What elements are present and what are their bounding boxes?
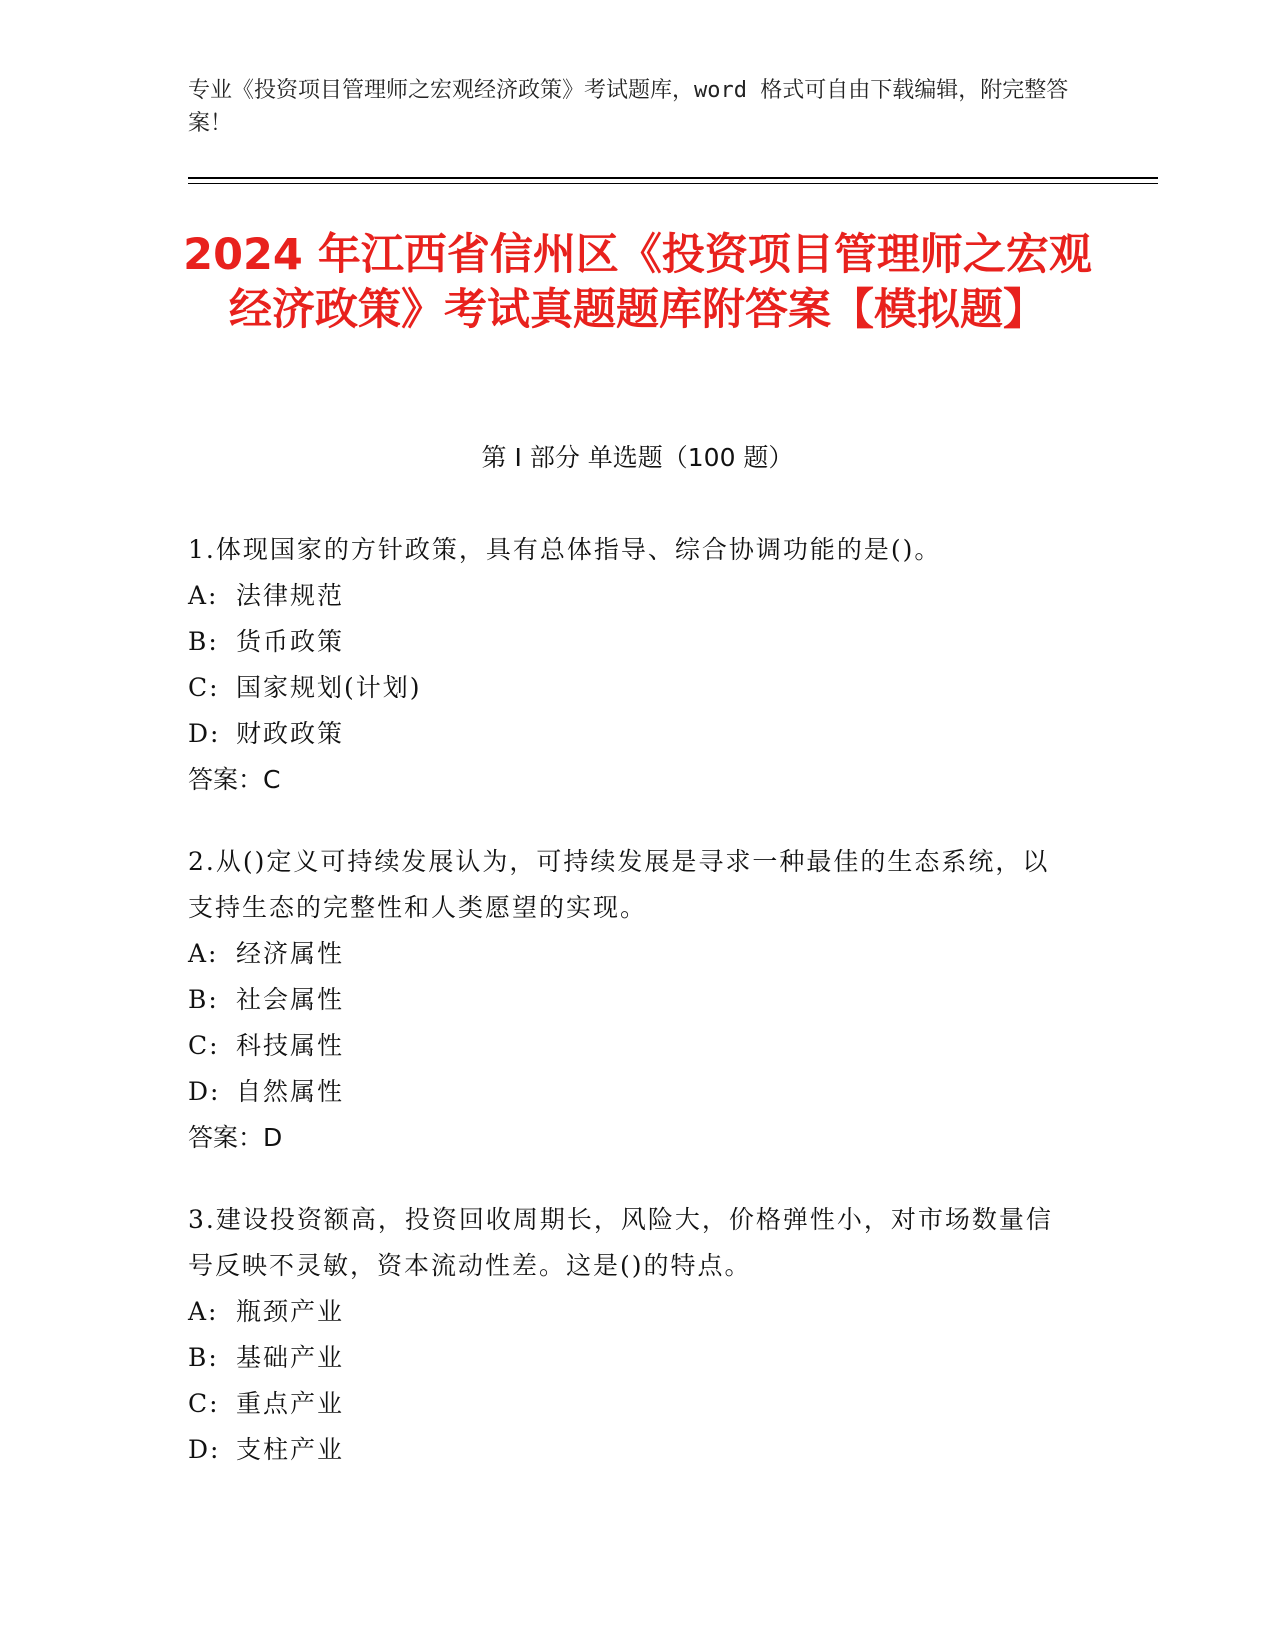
option-key: A:: [188, 581, 219, 610]
section-heading: 第 I 部分 单选题（100 题）: [481, 443, 794, 472]
option-c: [188, 665, 1068, 711]
option-text: 社会属性: [236, 985, 345, 1014]
option-key: C:: [188, 1031, 220, 1060]
option-key: A:: [188, 1297, 219, 1326]
option-a: [188, 1289, 1068, 1335]
option-text: 重点产业: [236, 1389, 345, 1418]
question-text: 3.建设投资额高，投资回收周期长，风险大，价格弹性小，对市场数量信号反映不灵敏，资本流动性差。这是()的特点。: [188, 1205, 1053, 1280]
option-text: 财政政策: [236, 719, 345, 748]
header-rule-thin: [188, 183, 1158, 184]
option-a: [188, 931, 1068, 977]
option-key: A:: [188, 939, 219, 968]
question-1: [188, 527, 1068, 803]
question-text: 2.从()定义可持续发展认为，可持续发展是寻求一种最佳的生态系统，以支持生态的完整性和人类愿望的实现。: [188, 847, 1050, 922]
question-3: [188, 1197, 1068, 1473]
option-text: 支柱产业: [236, 1435, 345, 1464]
option-b: [188, 619, 1068, 665]
option-text: 自然属性: [236, 1077, 345, 1106]
option-key: B:: [188, 985, 219, 1014]
option-key: B:: [188, 1343, 219, 1372]
option-c: [188, 1023, 1068, 1069]
option-d: [188, 1427, 1068, 1473]
option-b: [188, 1335, 1068, 1381]
option-key: D:: [188, 1077, 221, 1106]
option-text: 瓶颈产业: [236, 1297, 345, 1326]
option-a: [188, 573, 1068, 619]
option-text: 国家规划(计划): [236, 673, 422, 702]
option-text: 货币政策: [236, 627, 345, 656]
question-list: [188, 527, 1068, 1509]
option-c: [188, 1381, 1068, 1427]
option-key: D:: [188, 1435, 221, 1464]
option-d: [188, 1069, 1068, 1115]
option-key: C:: [188, 1389, 220, 1418]
question-2: [188, 839, 1068, 1161]
header-note: 专业《投资项目管理师之宏观经济政策》考试题库，word 格式可自由下载编辑，附完整答案！: [188, 78, 1069, 136]
option-text: 经济属性: [236, 939, 345, 968]
option-key: C:: [188, 673, 220, 702]
option-key: D:: [188, 719, 221, 748]
question-text: 1.体现国家的方针政策，具有总体指导、综合协调功能的是()。: [188, 535, 942, 564]
answer-line: 答案：D: [188, 1123, 283, 1152]
option-d: [188, 711, 1068, 757]
option-text: 科技属性: [236, 1031, 345, 1060]
option-b: [188, 977, 1068, 1023]
option-text: 基础产业: [236, 1343, 345, 1372]
option-key: B:: [188, 627, 219, 656]
answer-line: 答案：C: [188, 765, 281, 794]
option-text: 法律规范: [236, 581, 345, 610]
header-rule-thick: [188, 177, 1158, 179]
document-title: 2024 年江西省信州区《投资项目管理师之宏观经济政策》考试真题题库附答案【模拟题】: [183, 230, 1092, 335]
